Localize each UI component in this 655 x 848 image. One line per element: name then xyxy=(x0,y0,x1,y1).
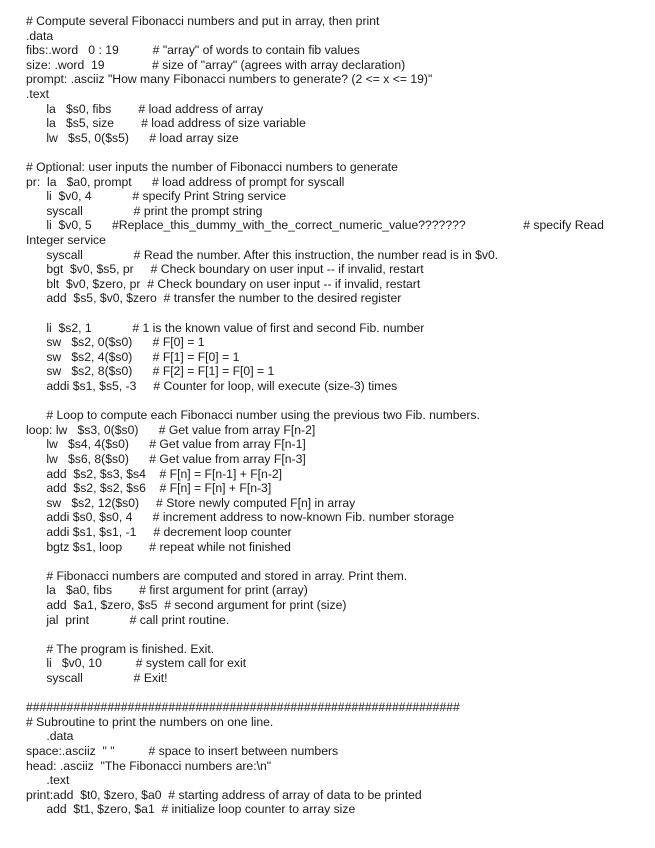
code-line: lw $s5, 0($s5) # load array size xyxy=(26,130,239,145)
code-line: print:add $t0, $zero, $a0 # starting address of array of data to be printed xyxy=(26,787,422,802)
code-line: add $a1, $zero, $s5 # second argument for print (size) xyxy=(26,598,347,612)
code-line: jal print # call print routine. xyxy=(26,612,230,627)
code-line: # The program is finished. Exit. xyxy=(26,641,215,656)
code-line: la $s5, size # load address of size variable xyxy=(26,116,306,131)
code-line: space:.asciiz " " # space to insert between numbers xyxy=(26,744,339,758)
code-line: add $s5, $v0, $zero # transfer the number to the desired register xyxy=(26,291,402,306)
code-line: # Loop to compute each Fibonacci number using the previous two Fib. numbers. xyxy=(26,408,480,423)
code-line: fibs:.word 0 : 19 # "array" of words to contain fib values xyxy=(26,43,360,58)
code-line: loop: lw $s3, 0($s0) # Get value from array F[n-2] xyxy=(26,422,316,437)
code-line: sw $s2, 12($s0) # Store newly computed F[n] in array xyxy=(26,495,356,510)
code-line: Integer service xyxy=(26,233,106,247)
code-line: lw $s6, 8($s0) # Get value from array F[n-3] xyxy=(26,452,306,466)
code-line: add $t1, $zero, $a1 # initialize loop counter to array size xyxy=(26,802,356,817)
code-line: addi $s1, $s1, -1 # decrement loop counter xyxy=(26,525,292,539)
code-line: li $v0, 10 # system call for exit xyxy=(26,656,247,671)
code-line: bgtz $s1, loop # repeat while not finished xyxy=(26,539,291,554)
code-line: .data xyxy=(26,28,54,43)
code-line: .text xyxy=(26,773,70,788)
code-line: # Optional: user inputs the number of Fibonacci numbers to generate xyxy=(26,160,398,174)
code-line: # Subroutine to print the numbers on one line. xyxy=(26,714,274,729)
code-line: pr: la $a0, prompt # load address of prompt for syscall xyxy=(26,174,345,189)
code-line: add $s2, $s3, $s4 # F[n] = F[n-1] + F[n-2] xyxy=(26,466,283,481)
code-line: .text xyxy=(26,87,50,101)
code-line: # Compute several Fibonacci numbers and put in array, then print xyxy=(26,14,380,28)
code-line: li $v0, 4 # specify Print String service xyxy=(26,189,287,204)
code-line: syscall # print the prompt string xyxy=(26,203,263,218)
code-line: syscall # Read the number. After this instruction, the number read is in $v0. xyxy=(26,247,499,262)
code-line: prompt: .asciiz "How many Fibonacci numbers to generate? (2 <= x <= 19)" xyxy=(26,72,433,87)
code-line: addi $s0, $s0, 4 # increment address to now-known Fib. number storage xyxy=(26,510,455,525)
code-line: lw $s4, 4($s0) # Get value from array F[n-1] xyxy=(26,437,306,452)
code-line: li $s2, 1 # 1 is the known value of first and second Fib. number xyxy=(26,320,425,335)
code-line: # Fibonacci numbers are computed and stored in array. Print them. xyxy=(26,568,408,583)
code-line: size: .word 19 # size of "array" (agrees with array declaration) xyxy=(26,57,406,72)
code-line: .data xyxy=(26,729,74,744)
code-line: sw $s2, 0($s0) # F[0] = 1 xyxy=(26,335,205,350)
code-line: la $a0, fibs # first argument for print (array) xyxy=(26,583,308,598)
code-line: blt $v0, $zero, pr # Check boundary on user input -- if invalid, restart xyxy=(26,276,421,291)
code-line: bgt $v0, $s5, pr # Check boundary on user input -- if invalid, restart xyxy=(26,262,424,277)
code-line: add $s2, $s2, $s6 # F[n] = F[n] + F[n-3] xyxy=(26,481,272,496)
code-line: sw $s2, 8($s0) # F[2] = F[1] = F[0] = 1 xyxy=(26,364,275,379)
code-line: addi $s1, $s5, -3 # Counter for loop, will execute (size-3) times xyxy=(26,379,398,393)
code-line: ################################################################ xyxy=(26,700,460,715)
code-line: sw $s2, 4($s0) # F[1] = F[0] = 1 xyxy=(26,349,240,364)
code-line: head: .asciiz "The Fibonacci numbers are:\n" xyxy=(26,758,272,773)
code-line: syscall # Exit! xyxy=(26,671,168,685)
code-line: la $s0, fibs # load address of array xyxy=(26,101,264,116)
code-line: li $v0, 5 #Replace_this_dummy_with_the_correct_numeric_value??????? # specify Read xyxy=(26,218,604,233)
